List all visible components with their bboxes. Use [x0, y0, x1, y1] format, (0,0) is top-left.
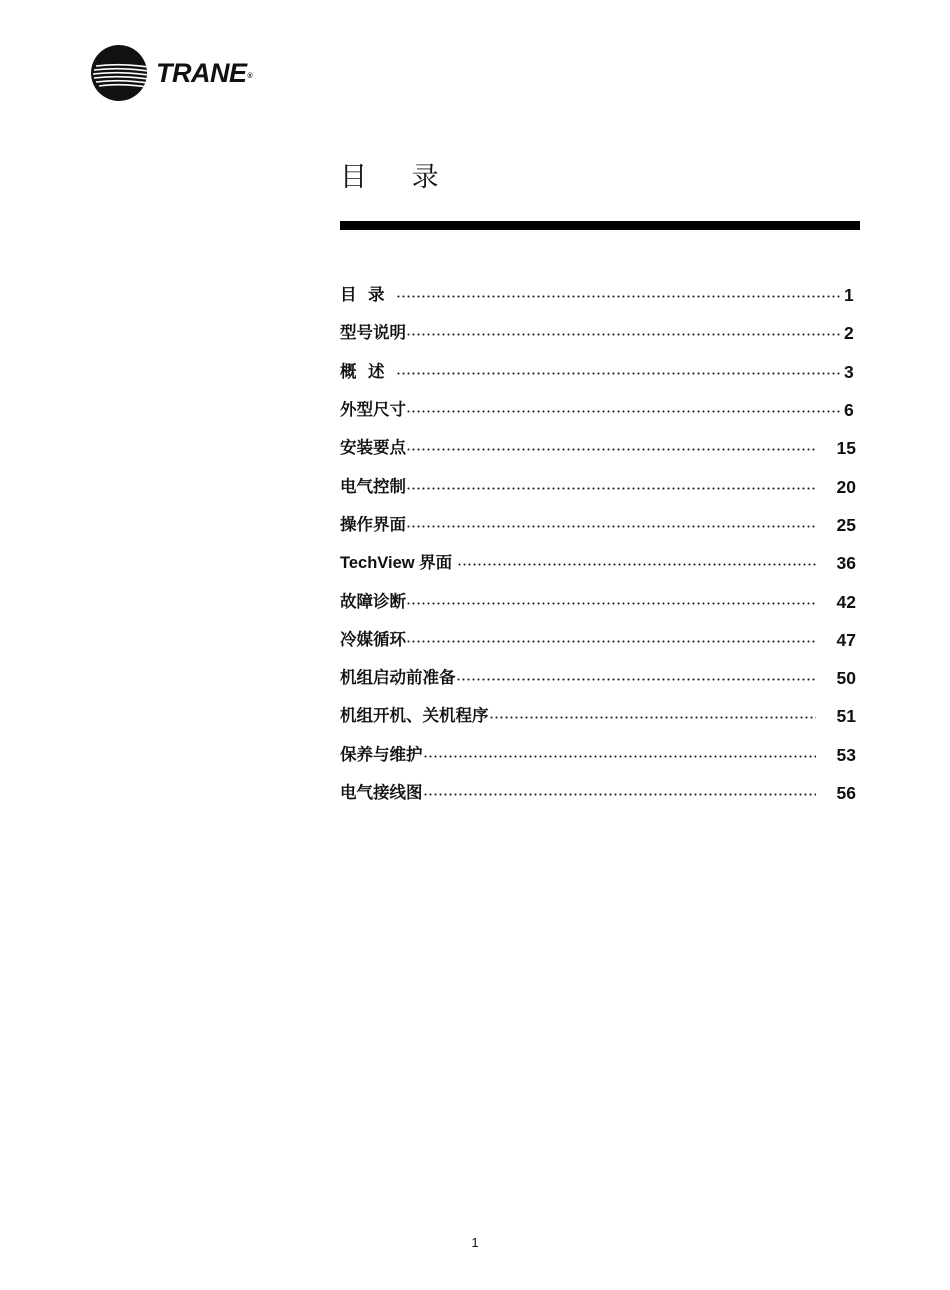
brand-name: TRANE	[156, 58, 247, 88]
toc-entry-diagnostics[interactable]	[340, 582, 860, 620]
toc-entry-page: 51	[836, 706, 856, 727]
toc-entry-label: 电气接线图	[340, 783, 423, 802]
toc-entry-label: 冷媒循环	[340, 629, 406, 649]
toc-entry-page: 15	[836, 438, 856, 459]
toc-entry-page: 6	[844, 400, 854, 421]
toc-entry-overview[interactable]	[340, 353, 860, 391]
toc-entry-techview[interactable]	[340, 544, 860, 582]
toc-entry-page: 1	[844, 285, 854, 306]
toc-entry-label: TechView 界面	[340, 554, 457, 573]
toc-entry-label: 型号说明	[340, 323, 406, 343]
toc-dot-leader	[406, 410, 842, 413]
toc-entry-label: 保养与维护	[340, 744, 423, 764]
toc-entry-label: 概 述	[340, 361, 396, 381]
trane-logo	[90, 44, 290, 102]
toc-entry-mulu[interactable]	[340, 276, 860, 314]
toc-entry-page: 47	[836, 629, 856, 650]
title-rule	[340, 221, 860, 230]
trane-logo-mark-icon	[90, 44, 148, 102]
registered-mark: ®	[247, 73, 253, 80]
toc-dot-leader	[396, 295, 842, 298]
toc-entry-label: 操作界面	[340, 514, 406, 534]
toc-entry-label: 目 录	[340, 285, 396, 305]
toc-dot-leader	[423, 793, 817, 796]
toc-entry-electrical-control[interactable]	[340, 467, 860, 505]
page-title: 目 录	[340, 162, 457, 193]
toc-entry-label: 安装要点	[340, 438, 406, 458]
trane-wordmark	[156, 56, 252, 90]
toc-dot-leader	[406, 333, 842, 336]
toc-entry-start-stop[interactable]	[340, 697, 860, 735]
toc-entry-wiring-diagram[interactable]	[340, 774, 860, 812]
toc-dot-leader	[396, 372, 842, 375]
toc-dot-leader	[406, 602, 816, 605]
toc-entry-label: 电气控制	[340, 476, 406, 496]
toc-entry-page: 50	[836, 668, 856, 689]
toc-entry-page: 20	[836, 476, 856, 497]
toc-dot-leader	[406, 448, 816, 451]
toc-dot-leader	[456, 678, 817, 681]
toc-dot-leader	[406, 640, 816, 643]
toc-entry-page: 25	[836, 514, 856, 535]
toc-entry-page: 2	[844, 323, 854, 344]
toc-entry-installation[interactable]	[340, 429, 860, 467]
toc-dot-leader	[423, 755, 817, 758]
toc-entry-refrigerant-cycle[interactable]	[340, 621, 860, 659]
toc-entry-page: 36	[836, 553, 856, 574]
toc-entry-page: 53	[836, 744, 856, 765]
table-of-contents	[340, 276, 860, 812]
toc-dot-leader	[406, 487, 816, 490]
toc-dot-leader	[406, 525, 816, 528]
toc-entry-page: 42	[836, 591, 856, 612]
toc-entry-label: 外型尺寸	[340, 400, 406, 420]
toc-entry-operator-interface[interactable]	[340, 506, 860, 544]
toc-entry-label: 故障诊断	[340, 591, 406, 611]
toc-entry-page: 56	[836, 783, 856, 803]
toc-entry-page: 3	[844, 361, 854, 382]
page-number: 1	[471, 1235, 479, 1250]
toc-entry-dimensions[interactable]	[340, 391, 860, 429]
toc-dot-leader	[457, 563, 816, 566]
toc-entry-label: 机组启动前准备	[340, 668, 456, 688]
toc-entry-pre-startup[interactable]	[340, 659, 860, 697]
toc-dot-leader	[489, 716, 817, 719]
toc-entry-maintenance[interactable]	[340, 736, 860, 774]
toc-entry-model-description[interactable]	[340, 314, 860, 352]
toc-entry-label: 机组开机、关机程序	[340, 706, 489, 726]
